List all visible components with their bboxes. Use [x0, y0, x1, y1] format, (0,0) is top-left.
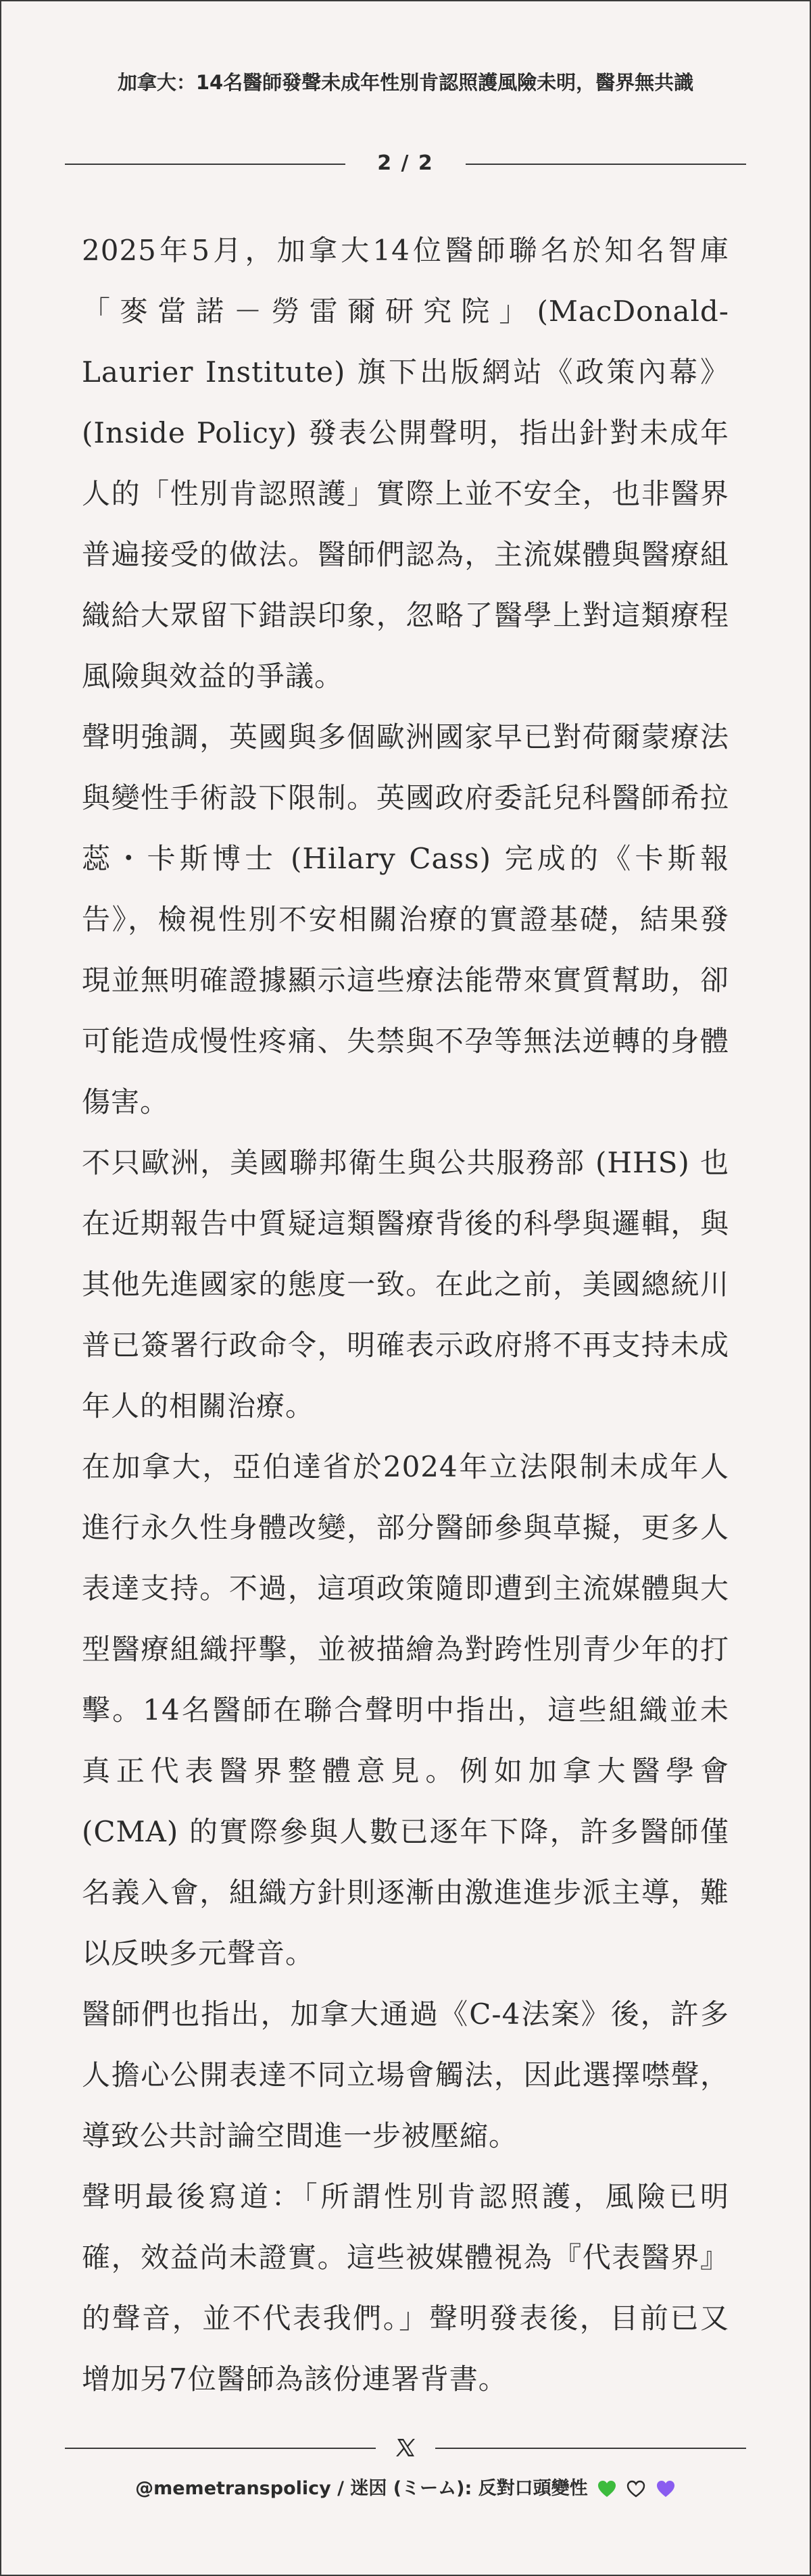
paragraph: 在加拿大，亞伯達省於2024年立法限制未成年人進行永久性身體改變，部分醫師參與草擬，更多人表達支持。不過，這項政策隨即遭到主流媒體與大型醫療組織抨擊，並被描繪為對跨性別青少年的打擊。14名醫師在聯合聲明中指出，這些組織並未真正代表醫界整體意見。例如加拿大醫學會 (CMA) 的實際參與人數已逐年下降，許多醫師僅名義入會，組織方針則逐漸由激進進步派主導，難以反映多元聲音。 [82, 1450, 729, 1970]
footer-credit [0, 2473, 811, 2504]
footer-divider [65, 2433, 746, 2462]
divider-right [466, 164, 746, 165]
x-logo-icon [392, 2434, 419, 2461]
page-header [0, 65, 811, 100]
page-indicator-row [65, 150, 746, 177]
footer-divider-right [435, 2448, 746, 2449]
heart-filled-icon [656, 2479, 676, 2498]
heart-filled-icon [597, 2479, 617, 2498]
article-title: 加拿大：14名醫師發聲未成年性別肯認照護風險未明，醫界無共識 [117, 71, 694, 94]
paragraph: 2025年5月，加拿大14位醫師聯名於知名智庫「麥當諾－勞雷爾研究院」(MacDonald-Laurier Institute) 旗下出版網站《政策內幕》(Inside Policy) 發表公開聲明，指出針對未成年人的「性別肯認照護」實際上並不安全，也非醫界普遍接受的做法。醫師們認為，主流媒體與醫療組織給大眾留下錯誤印象，忽略了醫學上對這類療程風險與效益的爭議。 [82, 234, 729, 693]
paragraph: 醫師們也指出，加拿大通過《C-4法案》後，許多人擔心公開表達不同立場會觸法，因此選擇噤聲，導致公共討論空間進一步被壓縮。 [82, 1998, 729, 2152]
paragraph: 不只歐洲，美國聯邦衛生與公共服務部 (HHS) 也在近期報告中質疑這類醫療背後的科學與邏輯，與其他先進國家的態度一致。在此之前，美國總統川普已簽署行政命令，明確表示政府將不再支持未成年人的相關治療。 [82, 1146, 729, 1422]
credit-text: @memetranspolicy / 迷因 (ミーム): 反對口頭變性 [135, 2478, 588, 2499]
article-body [82, 220, 729, 2410]
heart-outline-icon [626, 2479, 646, 2498]
paragraph: 聲明強調，英國與多個歐洲國家早已對荷爾蒙療法與變性手術設下限制。英國政府委託兒科醫師希拉蕊・卡斯博士 (Hilary Cass) 完成的《卡斯報告》，檢視性別不安相關治療的實證基礎，結果發現並無明確證據顯示這些療法能帶來實質幫助，卻可能造成慢性疼痛、失禁與不孕等無法逆轉的身體傷害。 [82, 720, 729, 1118]
page-indicator: 2 / 2 [377, 151, 434, 175]
footer-divider-left [65, 2448, 376, 2449]
paragraph: 聲明最後寫道：「所謂性別肯認照護，風險已明確，效益尚未證實。這些被媒體視為『代表醫界』的聲音，並不代表我們。」聲明發表後，目前已又增加另7位醫師為該份連署背書。 [82, 2180, 729, 2396]
